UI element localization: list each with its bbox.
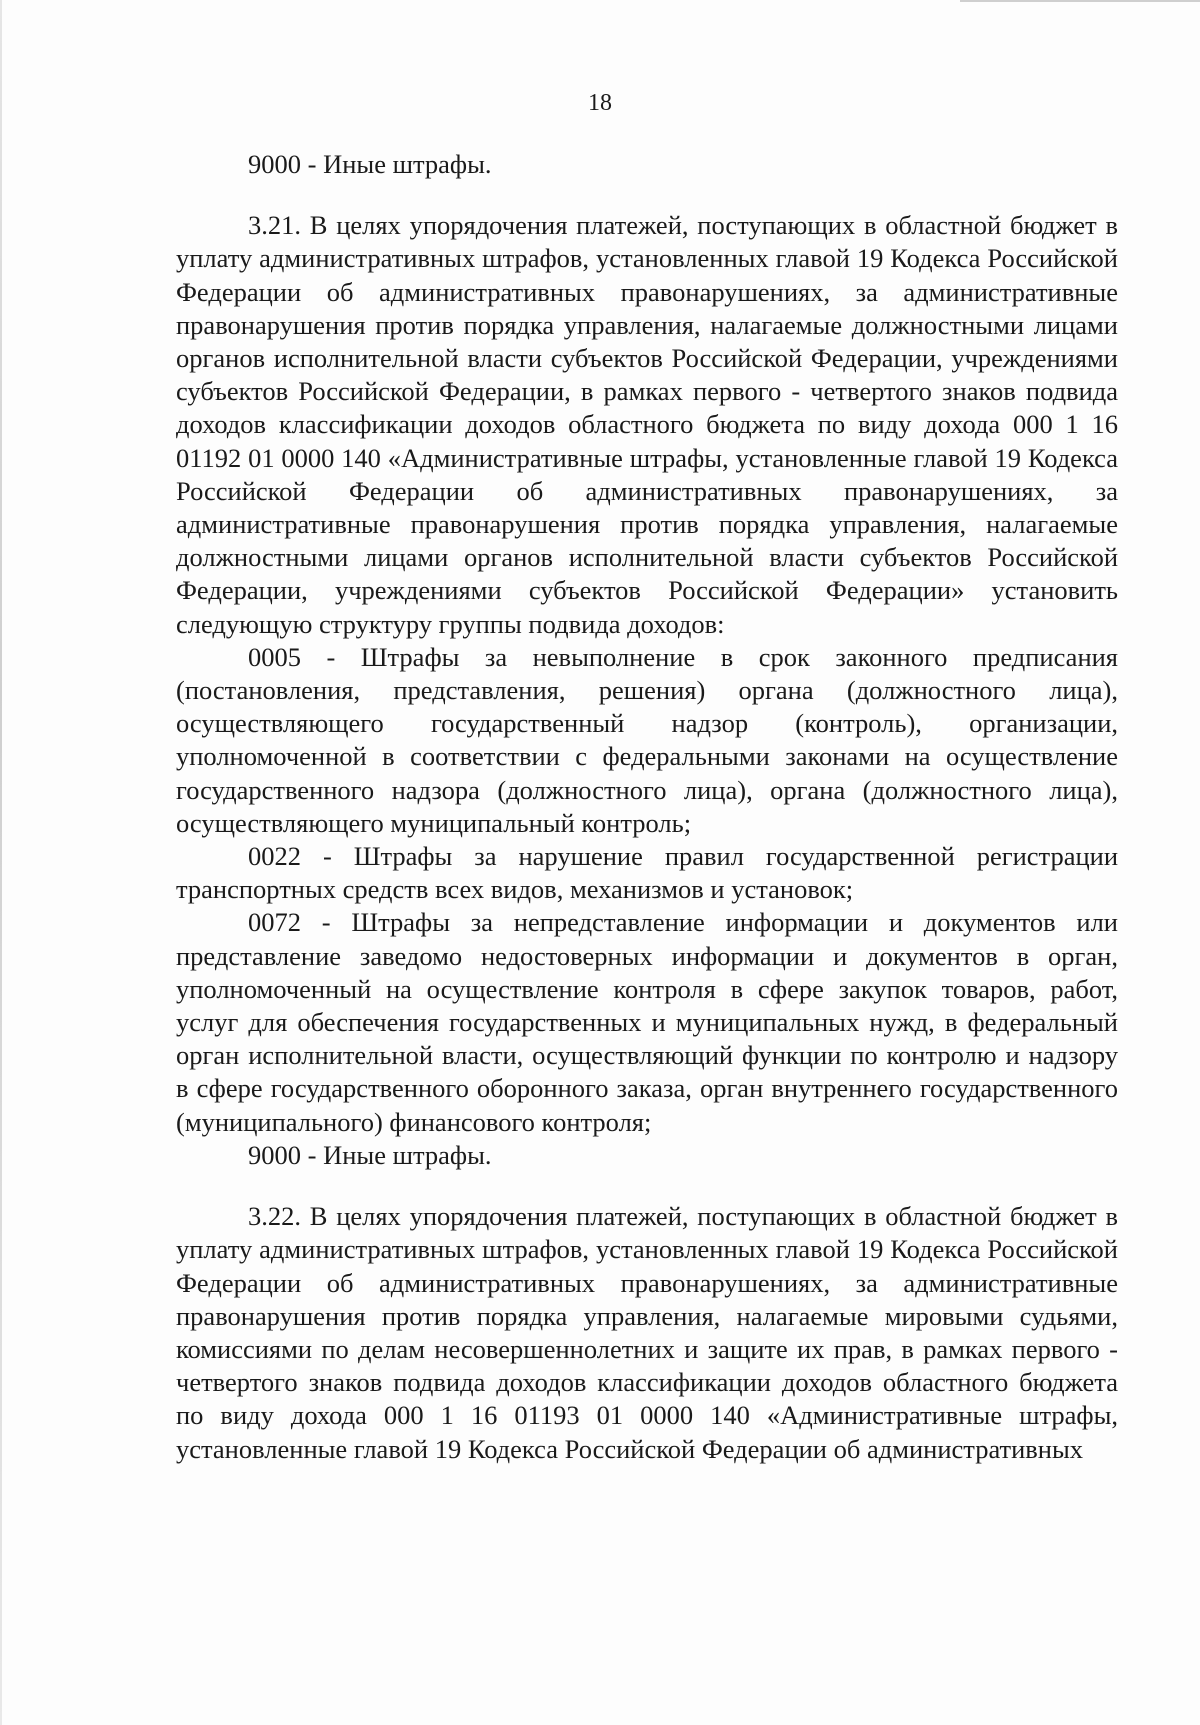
intro-line: 9000 - Иные штрафы. [248, 149, 492, 179]
scan-edge-left [0, 0, 2, 1725]
section-3-21-paragraph: 3.21. В целях упорядочения платежей, поступающих в областной бюджет в уплату административных штрафов, установленных главой 19 Кодекса Российской Федерации об административных правонарушениях, за административные правонарушения против порядка управления, налагаемые должностными лицами органов исполнительной власти субъектов Российской Федерации, учреждениями субъектов Российской Федерации, в рамках первого - четвертого знаков подвида доходов классификации доходов областного бюджета по виду дохода 000 1 16 01192 01 0000 140 «Административные штрафы, установленные главой 19 Кодекса Российской Федерации об административных правонарушениях, за административные правонарушения против порядка управления, налагаемые должностными лицами органов исполнительной власти субъектов Российской Федерации, учреждениями субъектов Российской Федерации» установить следующую структуру группы подвида доходов: [176, 210, 1118, 639]
document-body [176, 148, 1118, 1466]
section-3-21-item-0072: 0072 - Штрафы за непредставление информации и документов или представление заведомо недостоверных информации и документов в орган, уполномоченный на осуществление контроля в сфере закупок товаров, работ, услуг для обеспечения государственных и муниципальных нужд, в федеральный орган исполнительной власти, осуществляющий функции по контролю и надзору в сфере государственного оборонного заказа, орган внутреннего государственного (муниципального) финансового контроля; [176, 907, 1118, 1137]
section-3-21-item-9000: 9000 - Иные штрафы. [248, 1139, 492, 1170]
section-3-21-item-0005: 0005 - Штрафы за невыполнение в срок законного предписания (постановления, представления, решения) органа (должностного лица), осуществляющего государственный надзор (контроль), организации, уполномоченной в соответствии с федеральными законами на осуществление государственного надзора (должностного лица), органа (должностного лица), осуществляющего муниципальный контроль; [176, 641, 1118, 838]
section-3-21-item-0022: 0022 - Штрафы за нарушение правил государственной регистрации транспортных средств всех видов, механизмов и установок; [176, 841, 1118, 905]
page-number: 18 [588, 90, 612, 116]
spacer [176, 1172, 1118, 1200]
spacer [176, 181, 1118, 209]
scan-edge-top [960, 0, 1200, 2]
section-3-22-paragraph: 3.22. В целях упорядочения платежей, поступающих в областной бюджет в уплату административных штрафов, установленных главой 19 Кодекса Российской Федерации об административных правонарушениях, за административные правонарушения против порядка управления, налагаемые мировыми судьями, комиссиями по делам несовершеннолетних и защите их прав, в рамках первого - четвертого знаков подвида доходов классификации доходов областного бюджета по виду дохода 000 1 16 01193 01 0000 140 «Административные штрафы, установленные главой 19 Кодекса Российской Федерации об административных [176, 1201, 1118, 1464]
